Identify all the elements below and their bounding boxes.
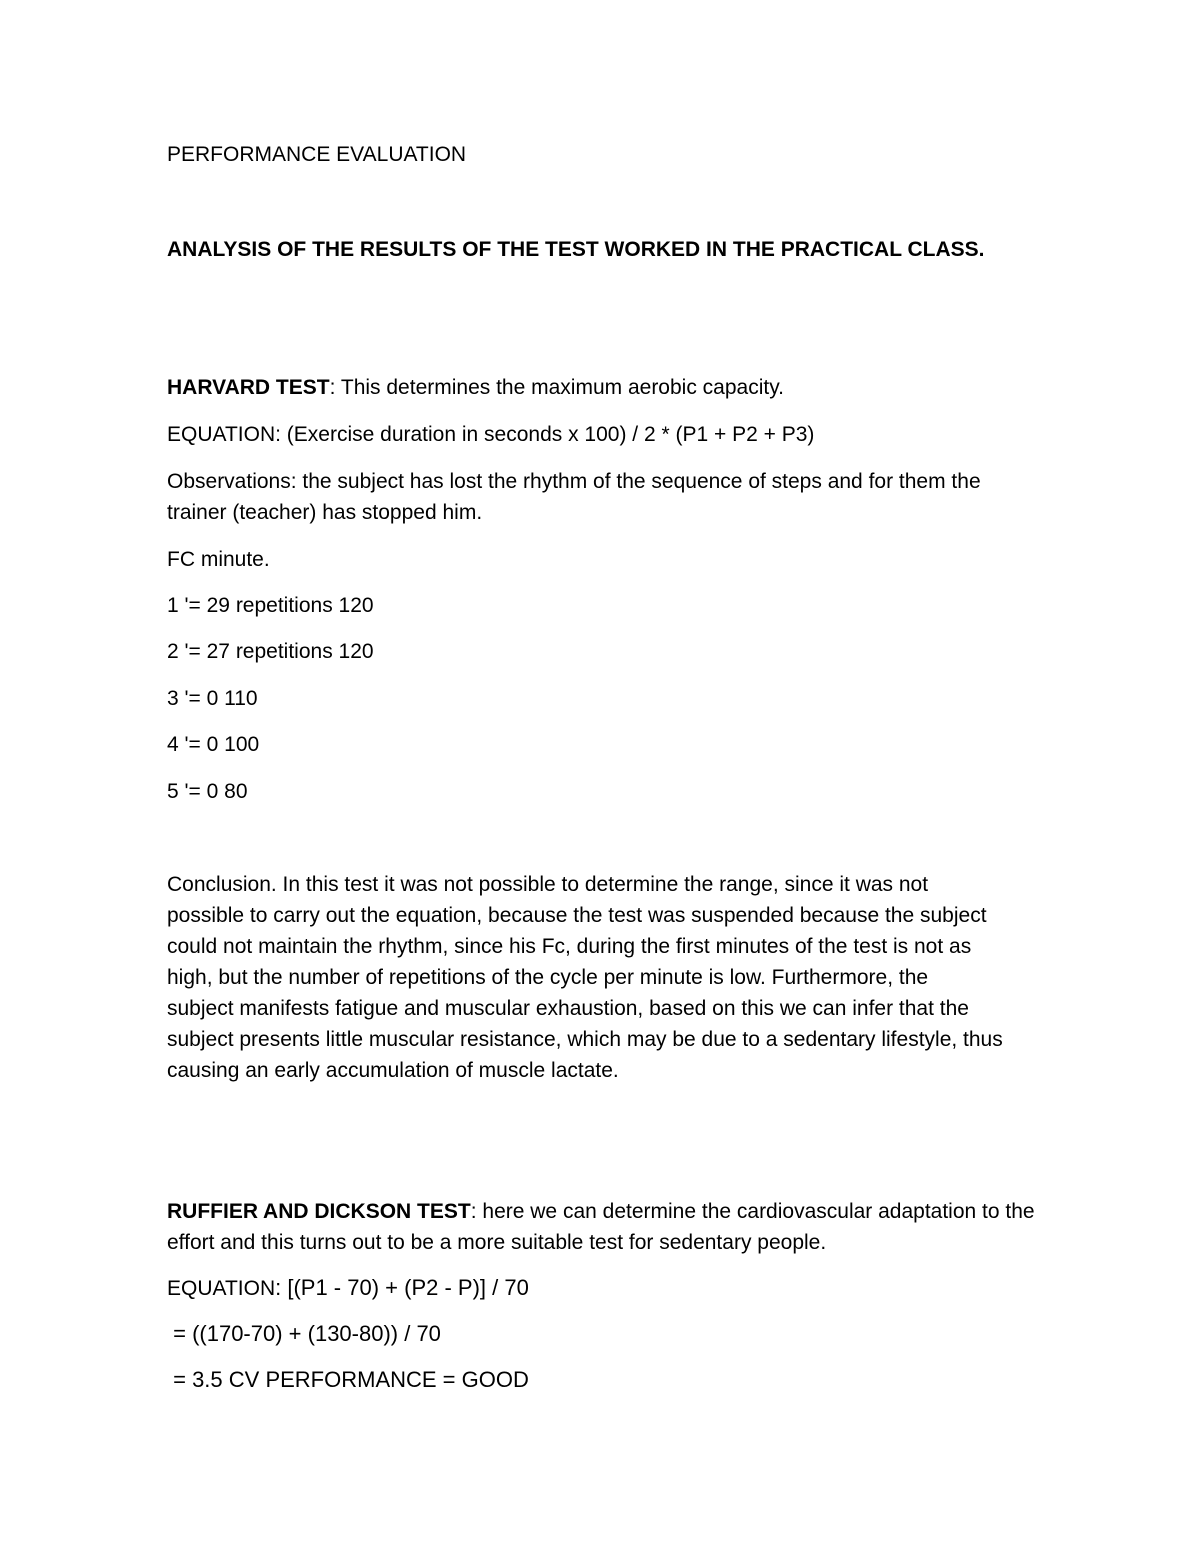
conclusion-line: possible to carry out the equation, because the test was suspended because the subject (167, 904, 987, 927)
ruffier-intro-line (167, 1196, 1047, 1227)
observations-line: trainer (teacher) has stopped him. (167, 501, 483, 524)
harvard-heading-description: : This determines the maximum aerobic capacity. (329, 376, 784, 399)
ruffier-equation-line (167, 1276, 529, 1301)
conclusion-line: causing an early accumulation of muscle lactate. (167, 1059, 619, 1082)
minute-entry: 5 '= 0 80 (167, 780, 248, 803)
ruffier-section-intro (167, 1196, 1047, 1258)
harvard-heading-line (167, 376, 784, 400)
minute-entry: 3 '= 0 110 (167, 687, 258, 710)
minute-entry: 4 '= 0 100 (167, 733, 260, 756)
conclusion-line: Conclusion. In this test it was not possible to determine the range, since it was not (167, 873, 929, 896)
harvard-conclusion (167, 869, 1047, 1086)
harvard-observations (167, 466, 1047, 528)
ruffier-equation-label: EQUATION (167, 1277, 276, 1300)
conclusion-line: subject manifests fatigue and muscular exhaustion, based on this we can infer that the (167, 997, 969, 1020)
ruffier-equation-formula: : [(P1 - 70) + (P2 - P)] / 70 (275, 1275, 529, 1300)
conclusion-line: could not maintain the rhythm, since his Fc, during the first minutes of the test is not as (167, 935, 972, 958)
ruffier-description-line: effort and this turns out to be a more suitable test for sedentary people. (167, 1231, 827, 1254)
observations-line: Observations: the subject has lost the rhythm of the sequence of steps and for them the (167, 470, 981, 493)
ruffier-calculation: = ((170-70) + (130-80)) / 70 (167, 1321, 441, 1346)
ruffier-description-start: : here we can determine the cardiovascular adaptation to the (470, 1200, 1035, 1223)
fc-minute-label: FC minute. (167, 548, 270, 571)
ruffier-heading: RUFFIER AND DICKSON TEST (167, 1200, 471, 1223)
conclusion-line: subject presents little muscular resistance, which may be due to a sedentary lifestyle, thus (167, 1028, 1003, 1051)
conclusion-line: high, but the number of repetitions of the cycle per minute is low. Furthermore, the (167, 966, 929, 989)
minute-entry: 1 '= 29 repetitions 120 (167, 594, 374, 617)
harvard-equation: EQUATION: (Exercise duration in seconds x 100) / 2 * (P1 + P2 + P3) (167, 423, 815, 446)
harvard-heading: HARVARD TEST (167, 376, 330, 399)
ruffier-result: = 3.5 CV PERFORMANCE = GOOD (167, 1367, 529, 1392)
document-title: PERFORMANCE EVALUATION (167, 143, 467, 166)
document-subtitle: ANALYSIS OF THE RESULTS OF THE TEST WORKED IN THE PRACTICAL CLASS. (167, 238, 985, 261)
minute-entry: 2 '= 27 repetitions 120 (167, 640, 374, 663)
